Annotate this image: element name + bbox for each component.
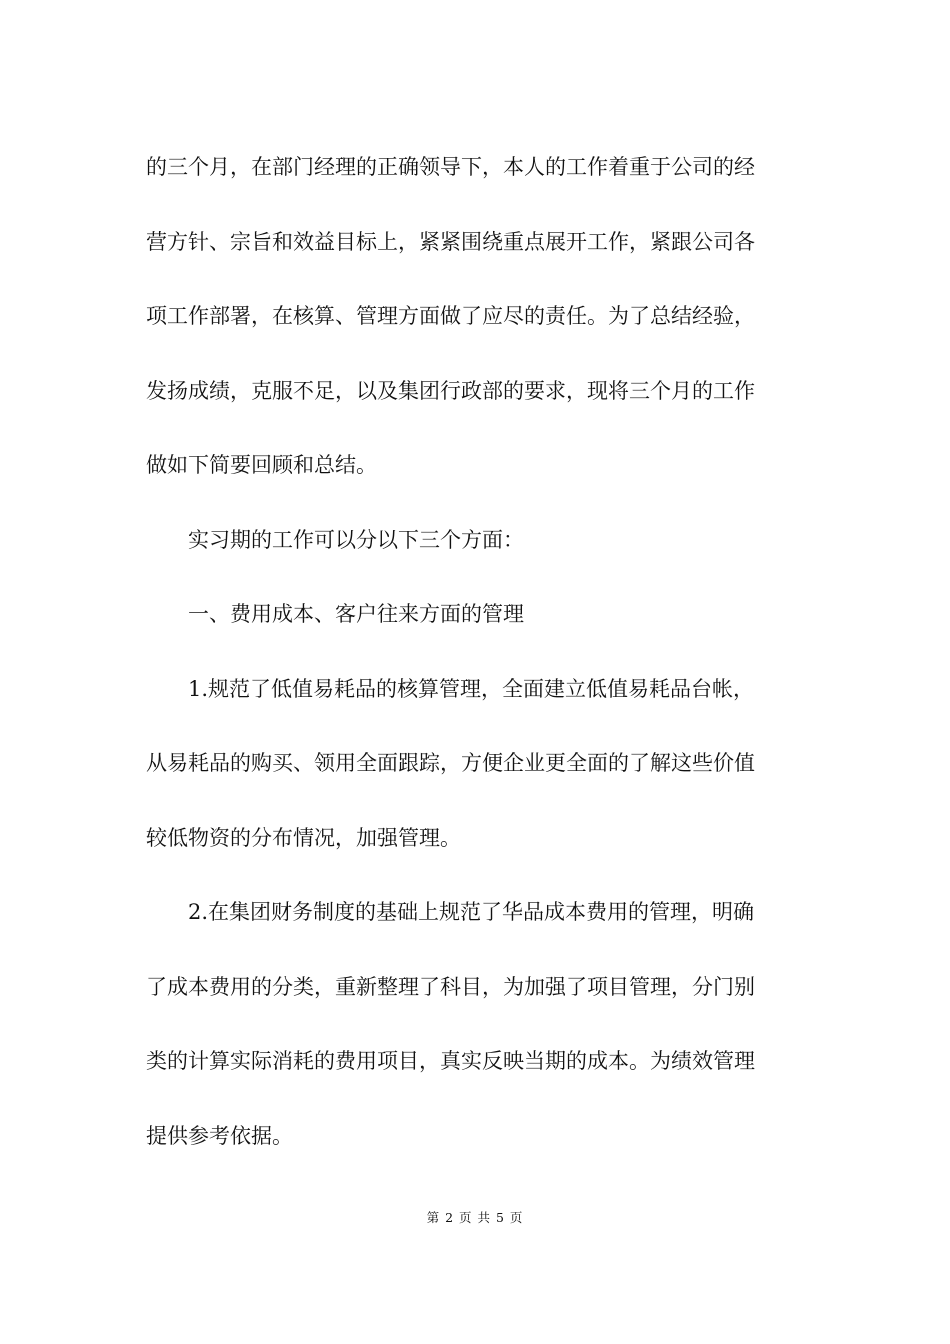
text-line-4: 发扬成绩，克服不足，以及集团行政部的要求，现将三个月的工作 <box>146 378 755 403</box>
text-line-2: 营方针、宗旨和效益目标上，紧紧围绕重点展开工作，紧跟公司各 <box>146 229 755 254</box>
document-body <box>146 130 806 1173</box>
section-heading: 一、费用成本、客户往来方面的管理 <box>146 602 524 626</box>
text-line-5: 做如下简要回顾和总结。 <box>146 453 377 477</box>
text-line-12: 了成本费用的分类，重新整理了科目，为加强了项目管理，分门别 <box>146 974 755 999</box>
text-line-13: 类的计算实际消耗的费用项目，真实反映当期的成本。为绩效管理 <box>146 1049 755 1073</box>
text-line-1: 的三个月，在部门经理的正确领导下，本人的工作着重于公司的经 <box>146 155 755 179</box>
page-footer <box>0 1208 950 1226</box>
text-line-11: 2.在集团财务制度的基础上规范了华品成本费用的管理，明确 <box>146 900 755 924</box>
text-line-8: 1.规范了低值易耗品的核算管理，全面建立低值易耗品台帐， <box>146 676 755 701</box>
text-line-10: 较低物资的分布情况，加强管理。 <box>146 825 461 850</box>
text-line-9: 从易耗品的购买、领用全面跟踪，方便企业更全面的了解这些价值 <box>146 751 755 775</box>
text-line-14: 提供参考依据。 <box>146 1123 293 1148</box>
text-line-6: 实习期的工作可以分以下三个方面： <box>146 527 524 552</box>
page-number: 第 2 页 共 5 页 <box>426 1210 524 1225</box>
text-line-3: 项工作部署，在核算、管理方面做了应尽的责任。为了总结经验， <box>146 304 755 328</box>
